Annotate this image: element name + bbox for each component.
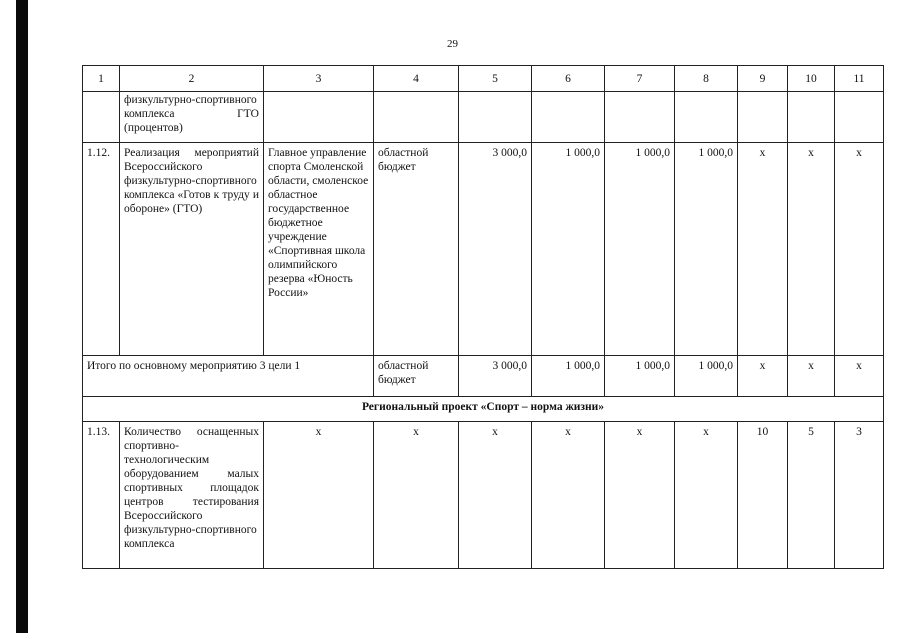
value-cell: х <box>374 422 459 569</box>
amount-cell: 1 000,0 <box>605 356 675 397</box>
value-cell: х <box>835 143 884 356</box>
value-cell: х <box>459 422 532 569</box>
value-cell: х <box>738 356 788 397</box>
table-cell <box>532 92 605 143</box>
value-cell: х <box>675 422 738 569</box>
value-cell: 3 <box>835 422 884 569</box>
row-number-cell: 1.12. <box>83 143 120 356</box>
row-number-cell: 1.13. <box>83 422 120 569</box>
table-row <box>83 143 884 356</box>
amount-cell: 1 000,0 <box>675 356 738 397</box>
total-label-cell: Итого по основному мероприятию 3 цели 1 <box>83 356 374 397</box>
scan-edge-bar <box>16 0 28 633</box>
page-number: 29 <box>447 38 458 50</box>
amount-cell: 1 000,0 <box>675 143 738 356</box>
funding-source-cell: областной бюджет <box>374 356 459 397</box>
table-header-row <box>83 66 884 92</box>
section-header-row <box>83 397 884 422</box>
header-cell: 2 <box>120 66 264 92</box>
section-title: Региональный проект «Спорт – норма жизни» <box>83 397 884 422</box>
header-cell: 5 <box>459 66 532 92</box>
amount-cell: 1 000,0 <box>532 356 605 397</box>
executor-cell: Главное управление спорта Смоленской области, смоленское областное государственное бюджетное учреждение «Спортивная школа олимпийского резерва «Юность России» <box>264 143 374 356</box>
total-row <box>83 356 884 397</box>
measure-name-cell: Реализация мероприятий Всероссийского физкультурно-спортивного комплекса «Готов к труду и обороне» (ГТО) <box>120 143 264 356</box>
header-cell: 6 <box>532 66 605 92</box>
header-cell: 11 <box>835 66 884 92</box>
value-cell: х <box>264 422 374 569</box>
header-cell: 3 <box>264 66 374 92</box>
table-row <box>83 422 884 569</box>
header-cell: 4 <box>374 66 459 92</box>
table-row <box>83 92 884 143</box>
value-cell: х <box>788 143 835 356</box>
amount-cell: 1 000,0 <box>532 143 605 356</box>
value-cell: х <box>788 356 835 397</box>
table-cell <box>459 92 532 143</box>
table-cell <box>788 92 835 143</box>
indicator-name-cell: физкультурно-спортивного комплекса ГТО (процентов) <box>120 92 264 143</box>
header-cell: 1 <box>83 66 120 92</box>
indicator-name-cell: Количество оснащенных спортивно-технологическим оборудованием малых спортивных площадок центров тестирования Всероссийского физкультурно-спортивного комплекса <box>120 422 264 569</box>
table-cell <box>264 92 374 143</box>
header-cell: 9 <box>738 66 788 92</box>
budget-table <box>82 65 884 569</box>
table-cell <box>835 92 884 143</box>
amount-cell: 3 000,0 <box>459 356 532 397</box>
value-cell: х <box>605 422 675 569</box>
header-cell: 10 <box>788 66 835 92</box>
amount-cell: 1 000,0 <box>605 143 675 356</box>
value-cell: 10 <box>738 422 788 569</box>
amount-cell: 3 000,0 <box>459 143 532 356</box>
table-cell <box>83 92 120 143</box>
header-cell: 7 <box>605 66 675 92</box>
header-cell: 8 <box>675 66 738 92</box>
table-cell <box>374 92 459 143</box>
value-cell: х <box>835 356 884 397</box>
table-cell <box>738 92 788 143</box>
table-cell <box>605 92 675 143</box>
value-cell: х <box>532 422 605 569</box>
value-cell: 5 <box>788 422 835 569</box>
table-cell <box>675 92 738 143</box>
value-cell: х <box>738 143 788 356</box>
funding-source-cell: областной бюджет <box>374 143 459 356</box>
